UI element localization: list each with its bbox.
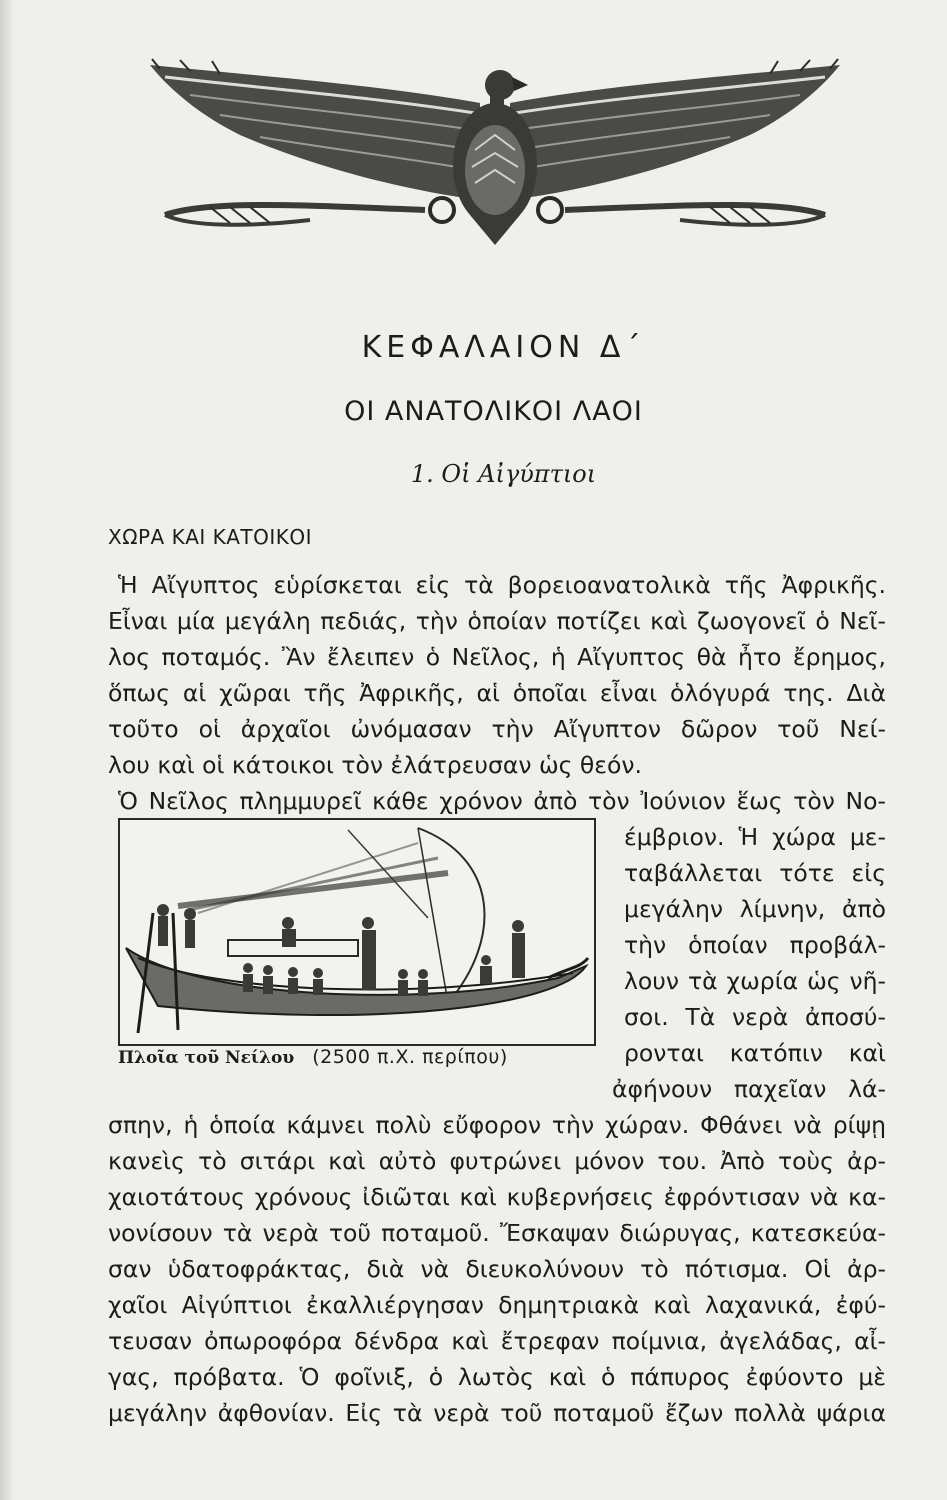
- text-line: γας, πρόβατα. Ὁ φοῖνιξ, ὁ λωτὸς καὶ ὁ πάπυρος ἐφύοντο μὲ: [108, 1363, 886, 1391]
- text-line: μεγάλην ἀφθονίαν. Εἰς τὰ νερὰ τοῦ ποταμοῦ ἔζων πολλὰ ψάρια: [108, 1399, 886, 1427]
- page-edge-shadow: [0, 0, 14, 1500]
- figure-caption-date: (2500 π.Χ. περίπου): [312, 1046, 508, 1068]
- vulture-ornament-icon: [150, 55, 840, 250]
- chapter-title: ΟΙ ΑΝΑΤΟΛΙΚΟΙ ΛΑΟΙ: [344, 396, 643, 427]
- figure-caption: [118, 1046, 588, 1068]
- text-line: Εἶναι μία μεγάλη πεδιάς, τὴν ὁποίαν ποτίζει καὶ ζωογονεῖ ὁ Νεῖ-: [108, 607, 886, 635]
- text-line: ὅπως αἱ χῶραι τῆς Ἀφρικῆς, αἱ ὁποῖαι εἶναι ὁλόγυρά της. Διὰ: [108, 679, 886, 707]
- text-line: σαν ὑδατοφράκτας, διὰ νὰ διευκολύνουν τὸ πότισμα. Οἱ ἀρ-: [108, 1255, 886, 1283]
- text-line: κανεὶς τὸ σιτάρι καὶ αὐτὸ φυτρώνει μόνον του. Ἀπὸ τοὺς ἀρ-: [108, 1147, 886, 1175]
- text-line: χαῖοι Αἰγύπτιοι ἐκαλλιέργησαν δημητριακὰ καὶ λαχανικά, ἐφύ-: [108, 1291, 886, 1319]
- section-title: 1. Οἱ Αἰγύπτιοι: [410, 460, 597, 488]
- text-line: ρονται κατόπιν καὶ: [624, 1039, 886, 1067]
- text-line: νονίσουν τὰ νερὰ τοῦ ποταμοῦ. Ἔσκαψαν διώρυγας, κατεσκεύα-: [108, 1219, 886, 1247]
- text-line: ἀφήνουν παχεῖαν λά-: [612, 1075, 886, 1103]
- text-line: τὴν ὁποίαν προβάλ-: [624, 931, 886, 959]
- text-line: σπην, ἡ ὁποία κάμνει πολὺ εὔφορον τὴν χώραν. Φθάνει νὰ ρίψῃ: [108, 1111, 886, 1139]
- text-line: Ἡ Αἴγυπτος εὑρίσκεται εἰς τὰ βορειοανατολικὰ τῆς Ἀφρικῆς.: [118, 571, 886, 599]
- text-line: λος ποταμός. Ἂν ἔλειπεν ὁ Νεῖλος, ἡ Αἴγυπτος θὰ ἦτο ἔρημος,: [108, 643, 886, 671]
- figure-caption-title: Πλοῖα τοῦ Νείλου: [118, 1048, 295, 1068]
- text-line: τοῦτο οἱ ἀρχαῖοι ὠνόμασαν τὴν Αἴγυπτον δῶρον τοῦ Νεί-: [108, 715, 886, 743]
- side-heading: ΧΩΡΑ ΚΑΙ ΚΑΤΟΙΚΟΙ: [108, 525, 313, 549]
- text-line: Ὁ Νεῖλος πλημμυρεῖ κάθε χρόνον ἀπὸ τὸν Ἰούνιον ἕως τὸν Νο-: [118, 787, 886, 815]
- text-line: ταβάλλεται τότε εἰς: [624, 859, 886, 887]
- text-line: έμβριον. Ἡ χώρα με-: [624, 823, 886, 851]
- text-line: χαιοτάτους χρόνους ἰδιῶται καὶ κυβερνήσεις ἐφρόντισαν νὰ κα-: [108, 1183, 886, 1211]
- text-line: μεγάλην λίμνην, ἀπὸ: [624, 895, 886, 923]
- text-line: λουν τὰ χωρία ὡς νῆ-: [624, 967, 886, 995]
- chapter-label: ΚΕΦΑΛΑΙΟΝ Δ΄: [361, 330, 646, 365]
- text-line: λου καὶ οἱ κάτοικοι τὸν ἐλάτρευσαν ὡς θεόν.: [108, 751, 642, 779]
- text-line: σοι. Τὰ νερὰ ἀποσύ-: [624, 1003, 886, 1031]
- nile-boat-figure: [118, 818, 596, 1046]
- text-line: τευσαν ὀπωροφόρα δένδρα καὶ ἔτρεφαν ποίμνια, ἀγελάδας, αἶ-: [108, 1327, 886, 1355]
